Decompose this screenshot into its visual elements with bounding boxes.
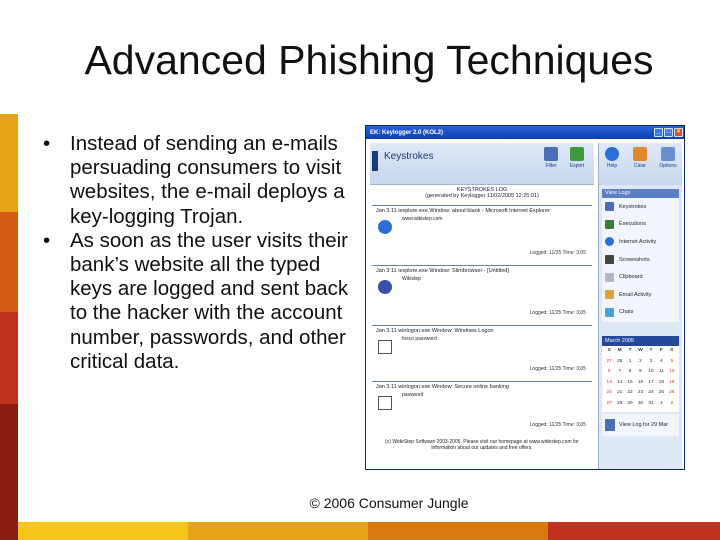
calendar-date[interactable]: 3: [649, 358, 653, 364]
nav-item-chats[interactable]: [602, 304, 679, 322]
calendar-date[interactable]: 1: [660, 400, 663, 406]
calendar-date[interactable]: 19: [669, 379, 675, 385]
camera-icon: [605, 255, 614, 264]
calendar-weekday: T: [628, 348, 632, 353]
chat-icon: [605, 308, 614, 317]
navigation-pane: [598, 143, 682, 469]
calendar-date[interactable]: 20: [606, 390, 612, 395]
right-toolbar: [599, 143, 682, 185]
calendar-date[interactable]: 13: [606, 379, 612, 385]
report-pane: [370, 143, 594, 469]
calendar-heading: March 2005: [602, 336, 679, 346]
calendar-date[interactable]: 17: [648, 379, 654, 385]
options-label: Options: [659, 163, 677, 169]
nav-list: [602, 198, 679, 322]
calendar-date[interactable]: 7: [618, 369, 621, 374]
close-icon[interactable]: ×: [674, 128, 683, 137]
bottom-bar-segment: [188, 522, 368, 540]
calendar-date[interactable]: 14: [616, 379, 623, 385]
minimize-icon[interactable]: _: [654, 128, 663, 137]
nav-item-internet-activity[interactable]: [602, 233, 679, 251]
calendar-date[interactable]: 23: [637, 390, 644, 395]
view-log-button[interactable]: [602, 414, 679, 436]
bottom-decor-bar: [18, 522, 720, 540]
calendar-date[interactable]: 12: [669, 369, 675, 374]
calendar-date[interactable]: 1: [628, 358, 632, 364]
nav-item-clipboard[interactable]: [602, 268, 679, 286]
report-subtitle: (generated by Keylogger 11/02/2005 12:25:01): [425, 193, 539, 199]
left-bar-segment: [0, 114, 18, 212]
nav-item-executions[interactable]: [602, 216, 679, 234]
calendar-date[interactable]: 21: [616, 390, 623, 395]
calendar-date[interactable]: 18: [658, 379, 665, 385]
bullet-item: [40, 229, 352, 374]
nav-item-label: Screenshots: [619, 256, 650, 263]
window-titlebar: [366, 126, 684, 139]
keylogger-screenshot: [365, 125, 685, 470]
bullet-text: Instead of sending an e-mails persuading consumers to visit websites, the e-mail deploys a key-logging Trojan.: [70, 132, 345, 228]
calendar-date[interactable]: 10: [648, 369, 654, 374]
nav-item-label: Internet Activity: [619, 238, 657, 245]
calendar-date[interactable]: 27: [606, 358, 612, 364]
log-entry-time: Logged: 11/25 Time: 3:05: [529, 422, 586, 428]
window-title: EK: Keylogger 2.0 (KOL2): [370, 129, 444, 136]
log-entry[interactable]: [372, 265, 592, 323]
calendar-weekday: W: [638, 348, 643, 353]
export-icon: [570, 147, 584, 161]
globe-icon: [605, 237, 614, 246]
log-entry-keys: fosco password: [402, 336, 437, 342]
help-label: Help: [606, 163, 618, 169]
calendar-date[interactable]: 4: [660, 358, 663, 364]
copyright-text: © 2006 Consumer Jungle: [309, 495, 469, 511]
calendar-date[interactable]: 25: [658, 390, 665, 395]
bullet-list: [40, 132, 352, 374]
calendar-weekday: F: [659, 348, 663, 353]
calendar-date[interactable]: 28: [616, 400, 623, 406]
left-bar-segment: [0, 312, 18, 404]
options-button[interactable]: [657, 147, 679, 169]
footer: [18, 495, 720, 511]
calendar-date[interactable]: 11: [658, 369, 664, 374]
mail-icon: [605, 290, 614, 299]
filter-icon: [544, 147, 558, 161]
calendar-weekday: M: [617, 348, 622, 353]
nav-item-label: Clipboard: [619, 274, 643, 281]
keystrokes-icon: [372, 151, 378, 171]
filter-label: Filter: [545, 163, 557, 169]
calendar-date[interactable]: 5: [670, 358, 674, 364]
calendar-date[interactable]: 28: [616, 358, 623, 364]
calendar-date[interactable]: 24: [648, 390, 654, 395]
bullet-glyph: •: [43, 228, 51, 252]
clear-button[interactable]: [629, 147, 651, 169]
calendar-date[interactable]: 22: [627, 390, 633, 395]
help-icon: [605, 147, 619, 161]
options-icon: [661, 147, 675, 161]
bottom-bar-segment: [18, 522, 188, 540]
clear-icon: [633, 147, 647, 161]
log-entry-time: Logged: 11/25 Time: 3:05: [529, 366, 586, 372]
report-title: KEYSTROKES LOG: [456, 187, 508, 193]
bullet-text: As soon as the user visits their bank’s website all the typed keys are logged and sent back to the hacker with the account number, passwords, and other critical data.: [70, 228, 349, 373]
bottom-bar-segment: [548, 522, 720, 540]
calendar-date[interactable]: 16: [637, 379, 644, 385]
log-entry-header: Jan 3:11 winlogon.exe Window: Windows Logon: [376, 328, 494, 334]
nav-item-screenshots[interactable]: [602, 251, 679, 269]
gear-icon: [605, 220, 614, 229]
log-entry[interactable]: [372, 325, 592, 379]
log-entry-keys: password: [402, 392, 424, 398]
log-entry-keys: Wikistep: [402, 276, 421, 282]
internet-explorer-icon: [378, 220, 392, 234]
filter-button[interactable]: [540, 147, 562, 169]
calendar-date[interactable]: 2: [639, 358, 642, 364]
left-bar-segment: [0, 404, 18, 540]
log-entry-time: Logged: 11/25 Time: 3:05: [529, 250, 586, 256]
calendar-date[interactable]: 6: [607, 369, 611, 374]
section-title: Keystrokes: [384, 151, 434, 162]
keyboard-icon: [605, 202, 614, 211]
log-entry-time: Logged: 11/25 Time: 3:05: [529, 310, 586, 316]
calendar-date[interactable]: 30: [637, 400, 644, 406]
nav-item-label: Chats: [619, 309, 634, 316]
log-entry[interactable]: [372, 205, 592, 263]
calendar-date[interactable]: 27: [606, 400, 612, 406]
export-label: Export: [569, 163, 585, 169]
nav-item-keystrokes[interactable]: [602, 198, 679, 216]
left-bar-segment: [0, 212, 18, 312]
calendar: [602, 346, 679, 412]
window-icon: [378, 396, 392, 410]
left-bar-segment: [0, 0, 18, 114]
left-decor-bar: [0, 0, 18, 540]
nav-item-label: Email Activity: [619, 291, 652, 298]
nav-item-label: Keystrokes: [619, 203, 647, 210]
calendar-date[interactable]: 31: [648, 400, 654, 406]
calendar-date[interactable]: 29: [627, 400, 633, 406]
log-entry[interactable]: [372, 381, 592, 435]
bullet-glyph: •: [43, 132, 51, 155]
calendar-date[interactable]: 9: [639, 369, 642, 374]
bottom-bar-segment: [368, 522, 548, 540]
calendar-weekday: S: [670, 348, 674, 353]
window-icon: [378, 340, 392, 354]
export-button[interactable]: [566, 147, 588, 169]
report-heading: [370, 185, 594, 199]
nav-item-email-activity[interactable]: [602, 286, 679, 304]
clipboard-icon: [605, 273, 614, 282]
calendar-weekday: S: [607, 348, 611, 353]
nav-heading: View Logs: [602, 189, 679, 198]
report-toolbar: [370, 143, 594, 185]
calendar-date[interactable]: 8: [628, 369, 632, 374]
calendar-date[interactable]: 15: [627, 379, 633, 385]
calendar-date[interactable]: 2: [670, 400, 674, 406]
nav-item-label: Executions: [619, 221, 646, 228]
clear-label: Clear: [634, 163, 646, 169]
log-entry-keys: www.wikistep.com: [402, 216, 443, 222]
slide-title: Advanced Phishing Techniques: [84, 37, 654, 83]
view-log-label: View Log for 29 Mar: [619, 422, 669, 428]
log-file-icon: [605, 419, 615, 431]
log-entry-header: Jan 3:11 winlogon.exe Window: Secure online banking: [376, 384, 509, 390]
help-button[interactable]: [601, 147, 623, 169]
browser-icon: [378, 280, 392, 294]
window-footer: (c) WideStep Software 2003-2005. Please visit our homepage at www.widestep.com for information about our updates and free offers.: [385, 439, 579, 451]
log-entry-header: Jan 3:11 iexplore.exe Window: about:blank - Microsoft Internet Explorer: [376, 208, 550, 214]
calendar-weekday: T: [649, 348, 653, 353]
maximize-icon[interactable]: □: [664, 128, 673, 137]
log-entry-header: Jan 3:11 iexplore.exe Window: Slimbrowser - [Untitled]: [376, 268, 509, 274]
bullet-item: [40, 132, 352, 229]
calendar-date[interactable]: 26: [669, 390, 675, 395]
